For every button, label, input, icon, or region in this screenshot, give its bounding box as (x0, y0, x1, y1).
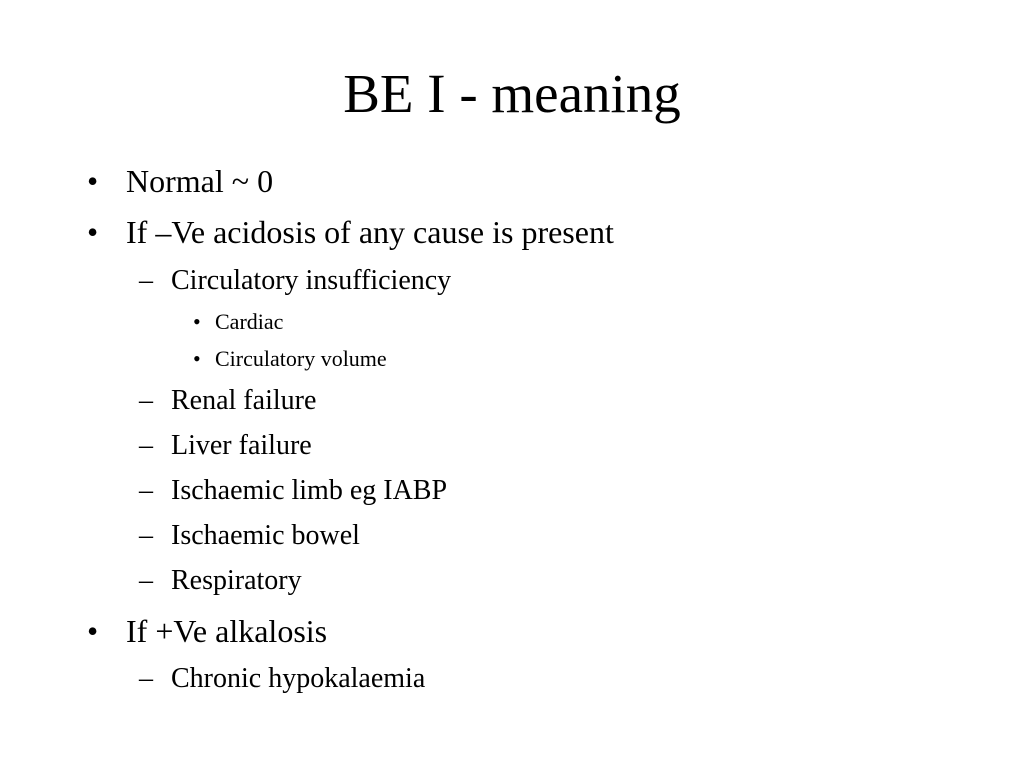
bullet-text: If +Ve alkalosis (126, 613, 328, 649)
dash-marker: – (139, 663, 153, 694)
bullet-marker: • (193, 346, 201, 371)
sub-bullet-item (139, 662, 426, 696)
sub-sub-bullet-item (193, 308, 284, 336)
sub-bullet-item (139, 429, 312, 463)
sub-bullet-text: Ischaemic limb eg IABP (171, 475, 448, 506)
bullet-item (87, 213, 614, 251)
sub-bullet-text: Renal failure (171, 385, 317, 416)
sub-bullet-text: Liver failure (171, 430, 312, 461)
bullet-item (87, 162, 274, 200)
dash-marker: – (139, 565, 153, 596)
dash-marker: – (139, 430, 153, 461)
dash-marker: – (139, 520, 153, 551)
sub-bullet-text: Chronic hypokalaemia (171, 663, 426, 694)
dash-marker: – (139, 475, 153, 506)
sub-sub-bullet-text: Circulatory volume (215, 346, 387, 371)
sub-bullet-text: Ischaemic bowel (171, 520, 360, 551)
bullet-marker: • (87, 214, 99, 250)
sub-bullet-item (139, 519, 360, 553)
dash-marker: – (139, 265, 153, 296)
dash-marker: – (139, 385, 153, 416)
slide-title: BE I - meaning (343, 63, 681, 124)
sub-bullet-item (139, 264, 452, 298)
bullet-text: Normal ~ 0 (126, 163, 274, 199)
sub-sub-bullet-text: Cardiac (215, 309, 284, 334)
sub-bullet-text: Respiratory (171, 565, 302, 596)
sub-bullet-item (139, 474, 448, 508)
sub-bullet-item (139, 564, 302, 598)
bullet-marker: • (193, 309, 201, 334)
bullet-marker: • (87, 163, 99, 199)
bullet-item (87, 612, 328, 650)
sub-bullet-item (139, 384, 317, 418)
bullet-marker: • (87, 613, 99, 649)
bullet-text: If –Ve acidosis of any cause is present (126, 214, 614, 250)
sub-bullet-text: Circulatory insufficiency (171, 265, 452, 296)
sub-sub-bullet-item (193, 345, 387, 373)
